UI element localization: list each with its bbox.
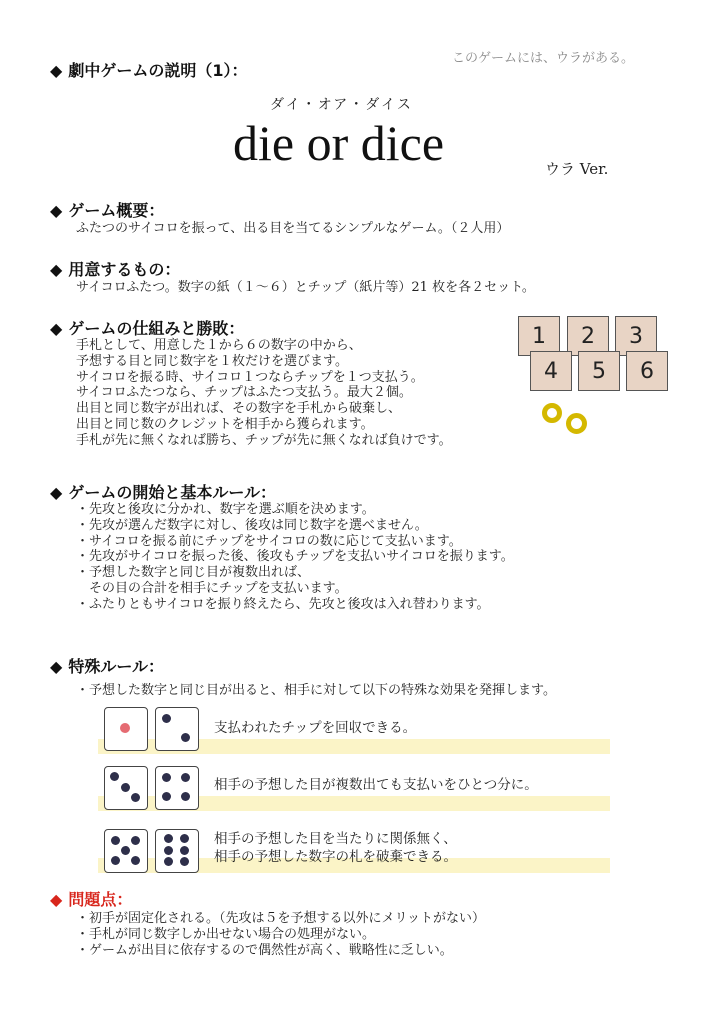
dice-pip bbox=[121, 846, 130, 855]
special-effect-1 bbox=[214, 720, 416, 738]
dice-face-2 bbox=[155, 707, 199, 751]
dice-pip bbox=[110, 772, 119, 781]
chip-icon bbox=[566, 413, 587, 434]
materials-text bbox=[76, 280, 535, 296]
problem-item: ・ゲームが出目に依存するので偶然性が高く、戦略性に乏しい。 bbox=[76, 942, 453, 958]
mechanics-heading-text: ゲームの仕組みと勝敗： bbox=[68, 319, 245, 338]
special-effect-line: 相手の予想した目が複数出ても支払いをひとつ分に。 bbox=[214, 777, 538, 793]
mechanics-line: サイコロふたつなら、チップはふたつ支払う。最大２個。 bbox=[76, 385, 412, 401]
mechanics-line: 手札が先に無くなれば勝ち、チップが先に無くなれば負けです。 bbox=[76, 432, 452, 448]
mechanics-line: 出目と同じ数のクレジットを相手から獲られます。 bbox=[76, 416, 374, 432]
materials-heading-text: 用意するもの： bbox=[68, 260, 181, 279]
section-heading-special-rules bbox=[50, 654, 164, 677]
special-effect-line: 相手の予想した目を当たりに関係無く、 bbox=[214, 831, 457, 847]
special-effect-line: 相手の予想した数字の札を破棄できる。 bbox=[214, 848, 457, 865]
dice-pip bbox=[162, 792, 171, 801]
overview-text bbox=[76, 221, 509, 237]
overview-line: ふたつのサイコロを振って、出る目を当てるシンプルなゲーム。（２人用） bbox=[76, 221, 510, 236]
section-heading-materials bbox=[50, 257, 180, 280]
dice-pip bbox=[111, 836, 120, 845]
title-ruby: ダイ・オア・ダイス bbox=[270, 97, 413, 113]
tagline: このゲームには、ウラがある。 bbox=[452, 51, 635, 66]
dice-pip bbox=[164, 834, 173, 843]
section-heading-mechanics bbox=[50, 316, 244, 339]
mechanics-line: 予想する目と同じ数字を１枚だけを選びます。 bbox=[76, 353, 348, 369]
dice-face-6 bbox=[155, 829, 199, 873]
section-heading-problems bbox=[50, 887, 132, 910]
dice-pip bbox=[181, 773, 190, 782]
special-rules-intro: ・予想した数字と同じ目が出ると、相手に対して以下の特殊な効果を発揮します。 bbox=[76, 683, 556, 698]
number-card-5: 5 bbox=[578, 351, 620, 391]
number-card-6: 6 bbox=[626, 351, 668, 391]
section-heading-basic-rules bbox=[50, 480, 276, 503]
basic-rules-heading-text: ゲームの開始と基本ルール： bbox=[68, 483, 276, 502]
dice-face-5 bbox=[104, 829, 148, 873]
dice-pip bbox=[162, 714, 171, 723]
dice-face-1 bbox=[104, 707, 148, 751]
special-rules-heading-text: 特殊ルール： bbox=[68, 657, 164, 676]
diamond-marker: ◆ bbox=[50, 201, 63, 220]
basic-rule-item: その目の合計を相手にチップを支払います。 bbox=[76, 580, 348, 596]
number-card-1: 1 bbox=[518, 316, 560, 356]
special-effect-3 bbox=[214, 831, 457, 866]
dice-pip bbox=[164, 846, 173, 855]
version-label: ウラ Ver. bbox=[545, 160, 609, 178]
dice-pip bbox=[111, 856, 120, 865]
dice-pip bbox=[131, 836, 140, 845]
basic-rules-list bbox=[76, 502, 514, 613]
diamond-marker: ◆ bbox=[50, 657, 63, 676]
number-card-4: 4 bbox=[530, 351, 572, 391]
problem-item: ・手札が同じ数字しか出せない場合の処理がない。 bbox=[76, 926, 376, 942]
dice-pip bbox=[120, 723, 130, 733]
basic-rule-item: ・先攻がサイコロを振った後、後攻もチップを支払いサイコロを振ります。 bbox=[76, 549, 514, 565]
dice-pip bbox=[131, 856, 140, 865]
diamond-marker: ◆ bbox=[50, 260, 63, 279]
basic-rule-item: ・先攻と後攻に分かれ、数字を選ぶ順を決めます。 bbox=[76, 502, 375, 517]
dice-pip bbox=[181, 792, 190, 801]
diamond-marker: ◆ bbox=[50, 319, 63, 338]
mechanics-line: 出目と同じ数字が出れば、その数字を手札から破棄し、 bbox=[76, 401, 402, 417]
special-effect-line: 支払われたチップを回収できる。 bbox=[214, 720, 417, 736]
diamond-marker: ◆ bbox=[50, 890, 63, 909]
problems-heading-text: 問題点： bbox=[68, 890, 133, 909]
basic-rule-item: ・先攻が選んだ数字に対し、後攻は同じ数字を選べません。 bbox=[76, 517, 428, 533]
dice-pip bbox=[162, 773, 171, 782]
dice-face-3 bbox=[104, 766, 148, 810]
basic-rule-item: ・サイコロを振る前にチップをサイコロの数に応じて支払います。 bbox=[76, 533, 462, 549]
page-heading-text: 劇中ゲームの説明（1）： bbox=[68, 61, 248, 80]
game-title: die or dice bbox=[233, 115, 445, 171]
section-heading-overview bbox=[50, 198, 164, 221]
page-heading bbox=[50, 58, 247, 81]
dice-pip bbox=[181, 733, 190, 742]
special-effect-2 bbox=[214, 777, 538, 795]
diamond-marker: ◆ bbox=[50, 61, 63, 80]
problem-item: ・初手が固定化される。（先攻は５を予想する以外にメリットがない） bbox=[76, 911, 485, 926]
dice-pip bbox=[180, 846, 189, 855]
mechanics-line: 手札として、用意した１から６の数字の中から、 bbox=[76, 338, 362, 353]
number-card-3: 3 bbox=[615, 316, 657, 356]
number-card-2: 2 bbox=[567, 316, 609, 356]
problems-list bbox=[76, 911, 485, 958]
mechanics-text bbox=[76, 338, 452, 449]
overview-heading-text: ゲーム概要： bbox=[68, 201, 165, 220]
chip-icon bbox=[542, 403, 562, 423]
basic-rule-item: ・予想した数字と同じ目が複数出れば、 bbox=[76, 565, 311, 581]
materials-line: サイコロふたつ。数字の紙（１〜６）とチップ（紙片等）21 枚を各２セット。 bbox=[76, 280, 535, 295]
diamond-marker: ◆ bbox=[50, 483, 63, 502]
dice-pip bbox=[180, 857, 189, 866]
mechanics-line: サイコロを振る時、サイコロ１つならチップを１つ支払う。 bbox=[76, 369, 424, 385]
dice-face-4 bbox=[155, 766, 199, 810]
dice-pip bbox=[131, 793, 140, 802]
dice-pip bbox=[164, 857, 173, 866]
dice-pip bbox=[180, 834, 189, 843]
basic-rule-item: ・ふたりともサイコロを振り終えたら、先攻と後攻は入れ替わります。 bbox=[76, 596, 490, 612]
dice-pip bbox=[121, 783, 130, 792]
